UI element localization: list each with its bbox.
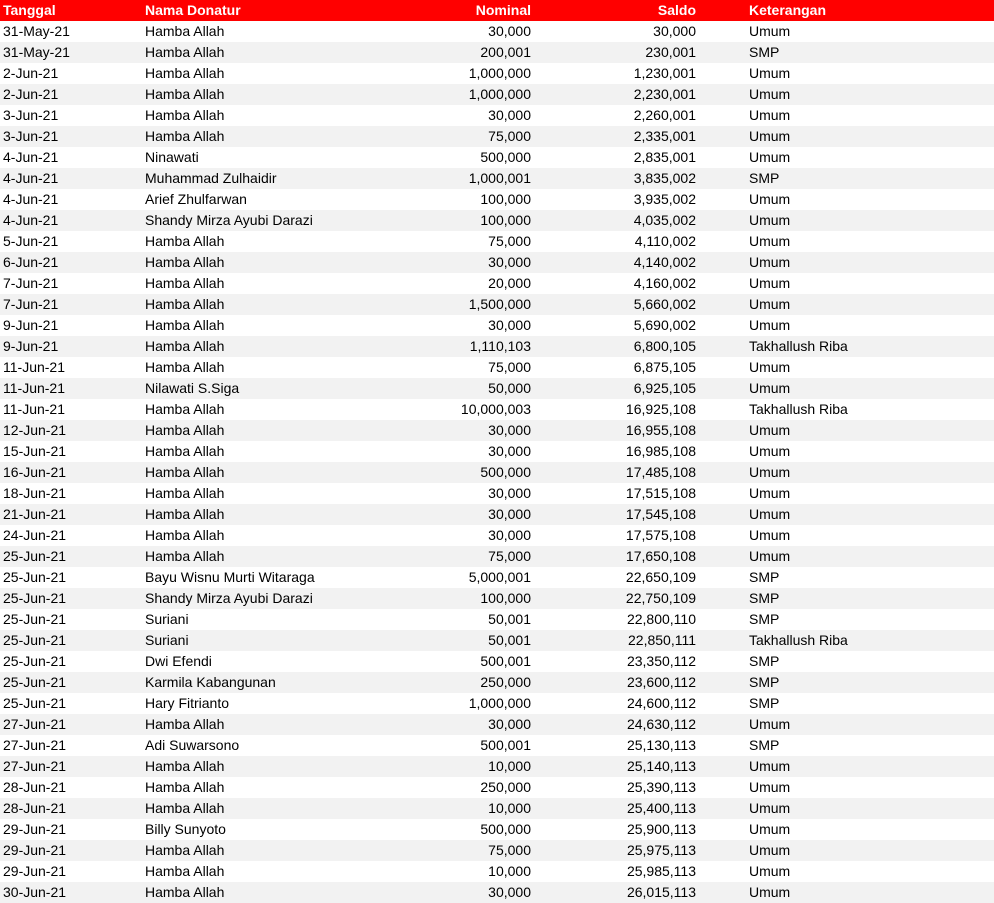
- table-row: [0, 819, 994, 840]
- cell-saldo: 25,130,113: [626, 737, 696, 753]
- cell-saldo: 3,835,002: [633, 170, 696, 186]
- table-row: [0, 756, 994, 777]
- cell-saldo: 4,035,002: [633, 212, 696, 228]
- cell-saldo: 2,230,001: [633, 86, 696, 102]
- cell-keterangan: Umum: [749, 485, 791, 501]
- cell-keterangan: Umum: [749, 191, 791, 207]
- cell-tanggal: 28-Jun-21: [3, 800, 67, 816]
- cell-saldo: 16,985,108: [625, 443, 696, 459]
- cell-nominal: 75,000: [488, 842, 531, 858]
- cell-saldo: 2,260,001: [633, 107, 696, 123]
- cell-nama-donatur: Hamba Allah: [145, 233, 225, 249]
- cell-saldo: 17,650,108: [625, 548, 696, 564]
- cell-nama-donatur: Hamba Allah: [145, 527, 225, 543]
- cell-nominal: 5,000,001: [468, 569, 531, 585]
- cell-tanggal: 25-Jun-21: [3, 548, 67, 564]
- cell-nominal: 1,000,000: [468, 86, 531, 102]
- cell-saldo: 23,600,112: [626, 674, 696, 690]
- cell-nominal: 1,000,000: [468, 695, 531, 711]
- cell-saldo: 25,400,113: [626, 800, 696, 816]
- cell-saldo: 22,650,109: [625, 569, 696, 585]
- cell-tanggal: 5-Jun-21: [3, 233, 59, 249]
- cell-nominal: 30,000: [488, 443, 531, 459]
- cell-nominal: 75,000: [488, 128, 531, 144]
- cell-nominal: 10,000: [488, 863, 531, 879]
- cell-keterangan: Umum: [749, 422, 791, 438]
- cell-nama-donatur: Hamba Allah: [145, 842, 225, 858]
- cell-saldo: 24,630,112: [626, 716, 696, 732]
- header-nama-donatur: Nama Donatur: [145, 2, 241, 18]
- table-row: [0, 525, 994, 546]
- cell-tanggal: 18-Jun-21: [3, 485, 67, 501]
- cell-tanggal: 7-Jun-21: [3, 275, 59, 291]
- cell-nominal: 1,500,000: [468, 296, 531, 312]
- cell-keterangan: Umum: [749, 800, 791, 816]
- cell-nominal: 500,000: [480, 464, 531, 480]
- cell-keterangan: SMP: [749, 737, 780, 753]
- cell-nama-donatur: Hamba Allah: [145, 485, 225, 501]
- header-keterangan: Keterangan: [749, 2, 827, 18]
- table-row: [0, 861, 994, 882]
- table-row: [0, 273, 994, 294]
- cell-nama-donatur: Nilawati S.Siga: [145, 380, 240, 396]
- cell-nominal: 1,000,001: [468, 170, 531, 186]
- cell-nama-donatur: Adi Suwarsono: [145, 737, 240, 753]
- cell-keterangan: Umum: [749, 758, 791, 774]
- cell-nominal: 500,001: [480, 653, 531, 669]
- cell-nominal: 75,000: [488, 359, 531, 375]
- cell-nama-donatur: Hamba Allah: [145, 275, 225, 291]
- cell-nama-donatur: Hamba Allah: [145, 464, 225, 480]
- cell-saldo: 17,515,108: [625, 485, 696, 501]
- table-row: [0, 798, 994, 819]
- cell-tanggal: 4-Jun-21: [3, 212, 59, 228]
- cell-saldo: 4,160,002: [633, 275, 696, 291]
- header-tanggal: Tanggal: [3, 2, 56, 18]
- cell-keterangan: SMP: [749, 653, 780, 669]
- cell-nama-donatur: Hary Fitrianto: [145, 695, 230, 711]
- cell-nama-donatur: Hamba Allah: [145, 716, 225, 732]
- cell-keterangan: Umum: [749, 107, 791, 123]
- cell-saldo: 16,925,108: [625, 401, 696, 417]
- cell-keterangan: Umum: [749, 464, 791, 480]
- cell-tanggal: 29-Jun-21: [3, 842, 67, 858]
- cell-nominal: 10,000: [488, 758, 531, 774]
- cell-nominal: 75,000: [488, 548, 531, 564]
- cell-saldo: 25,140,113: [626, 758, 696, 774]
- cell-saldo: 25,975,113: [626, 842, 696, 858]
- cell-keterangan: Umum: [749, 275, 791, 291]
- cell-saldo: 22,750,109: [625, 590, 696, 606]
- cell-nominal: 500,001: [480, 737, 531, 753]
- table-row: [0, 168, 994, 189]
- cell-keterangan: Umum: [749, 779, 791, 795]
- cell-nominal: 100,000: [480, 212, 531, 228]
- cell-tanggal: 9-Jun-21: [3, 338, 59, 354]
- cell-nama-donatur: Suriani: [145, 611, 189, 627]
- table-row: [0, 105, 994, 126]
- table-row: [0, 147, 994, 168]
- cell-saldo: 25,390,113: [626, 779, 696, 795]
- cell-tanggal: 11-Jun-21: [3, 359, 66, 375]
- cell-tanggal: 3-Jun-21: [3, 128, 59, 144]
- cell-nama-donatur: Hamba Allah: [145, 65, 225, 81]
- cell-tanggal: 24-Jun-21: [3, 527, 67, 543]
- table-row: [0, 420, 994, 441]
- cell-saldo: 3,935,002: [633, 191, 696, 207]
- cell-tanggal: 31-May-21: [3, 44, 70, 60]
- table-row: [0, 630, 994, 651]
- cell-keterangan: Umum: [749, 128, 791, 144]
- table-row: [0, 588, 994, 609]
- cell-tanggal: 25-Jun-21: [3, 674, 67, 690]
- cell-nominal: 75,000: [488, 233, 531, 249]
- cell-nominal: 30,000: [488, 422, 531, 438]
- cell-tanggal: 15-Jun-21: [3, 443, 67, 459]
- table-body: [0, 21, 994, 903]
- cell-nominal: 50,001: [488, 611, 531, 627]
- cell-keterangan: SMP: [749, 170, 780, 186]
- cell-tanggal: 4-Jun-21: [3, 149, 59, 165]
- table-row: [0, 336, 994, 357]
- cell-nama-donatur: Hamba Allah: [145, 443, 225, 459]
- cell-nama-donatur: Hamba Allah: [145, 296, 225, 312]
- cell-saldo: 6,875,105: [633, 359, 696, 375]
- cell-nominal: 30,000: [488, 254, 531, 270]
- cell-saldo: 30,000: [653, 23, 696, 39]
- cell-saldo: 23,350,112: [626, 653, 696, 669]
- cell-saldo: 2,335,001: [633, 128, 696, 144]
- cell-nama-donatur: Hamba Allah: [145, 422, 225, 438]
- cell-keterangan: SMP: [749, 674, 780, 690]
- cell-tanggal: 16-Jun-21: [3, 464, 67, 480]
- table-row: [0, 231, 994, 252]
- cell-nama-donatur: Hamba Allah: [145, 863, 225, 879]
- table-row: [0, 315, 994, 336]
- cell-nama-donatur: Hamba Allah: [145, 317, 225, 333]
- table-row: [0, 609, 994, 630]
- cell-keterangan: Umum: [749, 863, 791, 879]
- cell-tanggal: 31-May-21: [3, 23, 70, 39]
- table-row: [0, 357, 994, 378]
- table-row: [0, 378, 994, 399]
- cell-saldo: 4,110,002: [634, 233, 696, 249]
- cell-nama-donatur: Hamba Allah: [145, 338, 225, 354]
- cell-keterangan: Umum: [749, 548, 791, 564]
- cell-nominal: 200,001: [480, 44, 531, 60]
- cell-keterangan: SMP: [749, 569, 780, 585]
- cell-nominal: 50,000: [488, 380, 531, 396]
- cell-nominal: 10,000,003: [460, 401, 531, 417]
- cell-nama-donatur: Hamba Allah: [145, 884, 225, 900]
- cell-saldo: 230,001: [645, 44, 696, 60]
- cell-nama-donatur: Hamba Allah: [145, 758, 225, 774]
- cell-tanggal: 27-Jun-21: [3, 737, 67, 753]
- cell-saldo: 4,140,002: [633, 254, 696, 270]
- cell-keterangan: Takhallush Riba: [749, 632, 848, 648]
- table-row: [0, 567, 994, 588]
- cell-nama-donatur: Muhammad Zulhaidir: [145, 170, 277, 186]
- cell-keterangan: Umum: [749, 443, 791, 459]
- header-nominal: Nominal: [475, 2, 531, 18]
- cell-saldo: 16,955,108: [625, 422, 696, 438]
- cell-tanggal: 29-Jun-21: [3, 821, 67, 837]
- cell-nama-donatur: Billy Sunyoto: [145, 821, 226, 837]
- cell-keterangan: Umum: [749, 884, 791, 900]
- cell-saldo: 5,660,002: [633, 296, 696, 312]
- cell-nama-donatur: Ninawati: [145, 149, 199, 165]
- cell-keterangan: SMP: [749, 611, 780, 627]
- cell-tanggal: 25-Jun-21: [3, 653, 67, 669]
- cell-tanggal: 27-Jun-21: [3, 716, 67, 732]
- table-row: [0, 504, 994, 525]
- cell-tanggal: 21-Jun-21: [3, 506, 67, 522]
- cell-keterangan: Umum: [749, 23, 791, 39]
- table-row: [0, 42, 994, 63]
- cell-saldo: 26,015,113: [626, 884, 696, 900]
- cell-keterangan: Umum: [749, 149, 791, 165]
- table-row: [0, 714, 994, 735]
- cell-tanggal: 30-Jun-21: [3, 884, 67, 900]
- cell-tanggal: 9-Jun-21: [3, 317, 59, 333]
- cell-saldo: 2,835,001: [633, 149, 696, 165]
- cell-nama-donatur: Hamba Allah: [145, 401, 225, 417]
- cell-tanggal: 4-Jun-21: [3, 170, 59, 186]
- cell-nominal: 30,000: [488, 527, 531, 543]
- cell-keterangan: SMP: [749, 44, 780, 60]
- cell-keterangan: Umum: [749, 212, 791, 228]
- cell-nominal: 30,000: [488, 23, 531, 39]
- cell-keterangan: Umum: [749, 317, 791, 333]
- cell-nama-donatur: Hamba Allah: [145, 107, 225, 123]
- table-row: [0, 294, 994, 315]
- cell-keterangan: Umum: [749, 527, 791, 543]
- cell-saldo: 22,800,110: [626, 611, 696, 627]
- cell-tanggal: 7-Jun-21: [3, 296, 59, 312]
- cell-nominal: 30,000: [488, 506, 531, 522]
- cell-tanggal: 12-Jun-21: [3, 422, 67, 438]
- cell-nama-donatur: Hamba Allah: [145, 359, 225, 375]
- cell-saldo: 17,485,108: [625, 464, 696, 480]
- cell-nominal: 500,000: [480, 821, 531, 837]
- table-row: [0, 399, 994, 420]
- cell-tanggal: 25-Jun-21: [3, 569, 67, 585]
- cell-keterangan: Umum: [749, 842, 791, 858]
- table-row: [0, 189, 994, 210]
- cell-tanggal: 25-Jun-21: [3, 695, 67, 711]
- cell-tanggal: 2-Jun-21: [3, 65, 59, 81]
- header-saldo: Saldo: [657, 2, 696, 18]
- cell-nama-donatur: Hamba Allah: [145, 548, 225, 564]
- cell-nominal: 30,000: [488, 485, 531, 501]
- cell-nominal: 30,000: [488, 107, 531, 123]
- table-row: [0, 84, 994, 105]
- cell-nama-donatur: Shandy Mirza Ayubi Darazi: [145, 212, 313, 228]
- cell-tanggal: 25-Jun-21: [3, 590, 67, 606]
- table-row: [0, 210, 994, 231]
- cell-nama-donatur: Karmila Kabangunan: [145, 674, 276, 690]
- table-row: [0, 252, 994, 273]
- table-row: [0, 735, 994, 756]
- table-row: [0, 777, 994, 798]
- cell-saldo: 17,545,108: [625, 506, 696, 522]
- table-header-row: [0, 0, 994, 21]
- cell-keterangan: Umum: [749, 821, 791, 837]
- table-row: [0, 483, 994, 504]
- cell-saldo: 25,985,113: [626, 863, 696, 879]
- cell-saldo: 22,850,111: [628, 632, 696, 648]
- cell-nama-donatur: Arief Zhulfarwan: [145, 191, 247, 207]
- cell-nominal: 100,000: [480, 191, 531, 207]
- cell-tanggal: 25-Jun-21: [3, 632, 67, 648]
- cell-keterangan: Umum: [749, 359, 791, 375]
- table-row: [0, 21, 994, 42]
- cell-nominal: 100,000: [480, 590, 531, 606]
- cell-nama-donatur: Hamba Allah: [145, 800, 225, 816]
- cell-tanggal: 29-Jun-21: [3, 863, 67, 879]
- cell-keterangan: Umum: [749, 254, 791, 270]
- table-row: [0, 693, 994, 714]
- table-row: [0, 126, 994, 147]
- cell-nama-donatur: Hamba Allah: [145, 254, 225, 270]
- cell-keterangan: SMP: [749, 590, 780, 606]
- cell-keterangan: Umum: [749, 86, 791, 102]
- cell-nama-donatur: Hamba Allah: [145, 128, 225, 144]
- cell-saldo: 25,900,113: [626, 821, 696, 837]
- cell-nama-donatur: Bayu Wisnu Murti Witaraga: [145, 569, 315, 585]
- cell-nominal: 30,000: [488, 317, 531, 333]
- cell-nominal: 50,001: [488, 632, 531, 648]
- table-row: [0, 672, 994, 693]
- cell-nominal: 10,000: [488, 800, 531, 816]
- cell-keterangan: Takhallush Riba: [749, 338, 848, 354]
- cell-keterangan: Umum: [749, 296, 791, 312]
- cell-saldo: 5,690,002: [633, 317, 696, 333]
- cell-keterangan: SMP: [749, 695, 780, 711]
- table-row: [0, 546, 994, 567]
- cell-nama-donatur: Hamba Allah: [145, 506, 225, 522]
- cell-keterangan: Umum: [749, 716, 791, 732]
- cell-saldo: 6,925,105: [633, 380, 696, 396]
- cell-nama-donatur: Shandy Mirza Ayubi Darazi: [145, 590, 313, 606]
- cell-keterangan: Umum: [749, 65, 791, 81]
- cell-nominal: 500,000: [480, 149, 531, 165]
- table-row: [0, 462, 994, 483]
- table-row: [0, 882, 994, 903]
- table-row: [0, 63, 994, 84]
- cell-nama-donatur: Hamba Allah: [145, 23, 225, 39]
- table-row: [0, 651, 994, 672]
- cell-tanggal: 27-Jun-21: [3, 758, 67, 774]
- cell-tanggal: 11-Jun-21: [3, 401, 66, 417]
- cell-saldo: 24,600,112: [626, 695, 696, 711]
- cell-nominal: 250,000: [480, 674, 531, 690]
- cell-keterangan: Umum: [749, 506, 791, 522]
- cell-tanggal: 25-Jun-21: [3, 611, 67, 627]
- table-row: [0, 441, 994, 462]
- cell-nama-donatur: Hamba Allah: [145, 86, 225, 102]
- cell-saldo: 17,575,108: [625, 527, 696, 543]
- cell-nominal: 20,000: [488, 275, 531, 291]
- cell-tanggal: 6-Jun-21: [3, 254, 59, 270]
- cell-keterangan: Umum: [749, 380, 791, 396]
- cell-nama-donatur: Dwi Efendi: [145, 653, 212, 669]
- cell-nominal: 250,000: [480, 779, 531, 795]
- cell-nominal: 1,110,103: [469, 338, 531, 354]
- cell-keterangan: Takhallush Riba: [749, 401, 848, 417]
- cell-nominal: 1,000,000: [468, 65, 531, 81]
- cell-tanggal: 3-Jun-21: [3, 107, 59, 123]
- cell-saldo: 1,230,001: [633, 65, 696, 81]
- cell-nama-donatur: Hamba Allah: [145, 779, 225, 795]
- cell-nominal: 30,000: [488, 884, 531, 900]
- cell-nama-donatur: Hamba Allah: [145, 44, 225, 60]
- table-row: [0, 840, 994, 861]
- cell-nama-donatur: Suriani: [145, 632, 189, 648]
- cell-tanggal: 2-Jun-21: [3, 86, 59, 102]
- cell-tanggal: 28-Jun-21: [3, 779, 67, 795]
- cell-saldo: 6,800,105: [633, 338, 696, 354]
- cell-nominal: 30,000: [488, 716, 531, 732]
- cell-tanggal: 4-Jun-21: [3, 191, 59, 207]
- cell-tanggal: 11-Jun-21: [3, 380, 66, 396]
- cell-keterangan: Umum: [749, 233, 791, 249]
